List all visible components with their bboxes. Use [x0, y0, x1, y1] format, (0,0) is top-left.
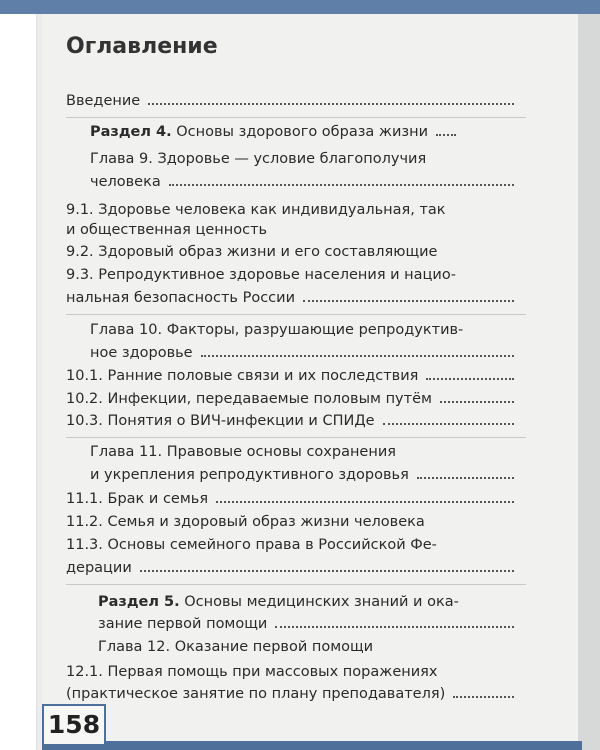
toc-entry-11-3[interactable]	[66, 558, 520, 578]
toc-label-line: 9.1. Здоровье человека как индивидуальная, так	[66, 202, 446, 218]
leader-dots	[169, 184, 514, 186]
toc-label-line: Глава 10. Факторы, разрушающие репродуктив-	[90, 322, 464, 338]
divider	[66, 117, 526, 118]
toc-label-line: Глава 11. Правовые основы сохранения	[90, 444, 396, 460]
left-margin	[0, 14, 37, 750]
toc-entry-10-3[interactable]	[66, 411, 520, 431]
toc-entry-chapter-11[interactable]	[90, 465, 520, 485]
toc-label: нальная безопасность России	[66, 290, 295, 306]
toc-label-line: 12.1. Первая помощь при массовых поражениях	[66, 664, 438, 680]
page-number-box: 158	[42, 704, 106, 746]
leader-dots	[148, 103, 514, 105]
toc-label	[90, 122, 428, 142]
toc-entry-10-1[interactable]	[66, 366, 520, 386]
leader-dots	[417, 477, 514, 479]
toc-label: ное здоровье	[90, 345, 193, 361]
leader-dots	[426, 378, 514, 380]
toc-entry-section-4[interactable]	[90, 122, 520, 142]
section-prefix: Раздел 5.	[98, 594, 180, 610]
page-footer	[42, 700, 582, 750]
leader-dots	[275, 626, 514, 628]
toc-entry-11-1[interactable]	[66, 489, 520, 509]
toc-label: зание первой помощи	[98, 616, 268, 632]
leader-dots	[140, 570, 514, 572]
toc-label-line: Глава 9. Здоровье — условие благополучия	[90, 151, 427, 167]
toc-label-line	[98, 592, 459, 612]
divider	[66, 584, 526, 585]
toc-label: человека	[90, 174, 161, 190]
toc-entry-9-3[interactable]	[66, 288, 520, 308]
toc-entry-section-5[interactable]	[98, 614, 520, 634]
toc-label: 10.2. Инфекции, передаваемые половым путём	[66, 391, 432, 407]
divider	[66, 437, 526, 438]
leader-dots	[440, 401, 514, 403]
toc-label: и укрепления репродуктивного здоровья	[90, 467, 409, 483]
toc-label: (практическое занятие по плану преподавателя)	[66, 686, 446, 702]
toc-label: Введение	[66, 93, 141, 109]
leader-dots	[436, 134, 456, 136]
toc-entry-intro[interactable]	[66, 91, 520, 111]
section-prefix: Раздел 4.	[90, 124, 172, 140]
toc-label: дерации	[66, 560, 132, 576]
toc-label-line: 9.3. Репродуктивное здоровье населения и нацио-	[66, 267, 456, 283]
toc-entry-9-2[interactable]: 9.2. Здоровый образ жизни и его составляющие	[66, 244, 438, 260]
toc-entry-9-1[interactable]: и общественная ценность	[66, 222, 268, 238]
page-edge-shadow	[578, 14, 600, 750]
toc-entry-10-2[interactable]	[66, 389, 520, 409]
section-title: Основы медицинских знаний и ока-	[179, 594, 459, 610]
leader-dots	[303, 300, 514, 302]
toc-label: 10.3. Понятия о ВИЧ-инфекции и СПИДе	[66, 413, 375, 429]
toc-label: 10.1. Ранние половые связи и их последствия	[66, 368, 419, 384]
toc-entry-chapter-12[interactable]: Глава 12. Оказание первой помощи	[98, 639, 374, 655]
leader-dots	[216, 501, 514, 503]
toc-entry-chapter-10[interactable]	[90, 343, 520, 363]
top-color-band	[0, 0, 600, 14]
toc-entry-11-2[interactable]: 11.2. Семья и здоровый образ жизни человека	[66, 514, 425, 530]
page-title: Оглавление	[66, 34, 218, 59]
toc-label-line: 11.3. Основы семейного права в Российской Фе-	[66, 537, 437, 553]
section-title: Основы здорового образа жизни	[171, 124, 429, 140]
leader-dots	[453, 696, 514, 698]
divider	[66, 314, 526, 315]
toc-label: 11.1. Брак и семья	[66, 491, 209, 507]
toc-entry-chapter-9[interactable]	[90, 172, 520, 192]
leader-dots	[383, 423, 514, 425]
leader-dots	[201, 355, 514, 357]
footer-color-bar	[42, 741, 582, 750]
